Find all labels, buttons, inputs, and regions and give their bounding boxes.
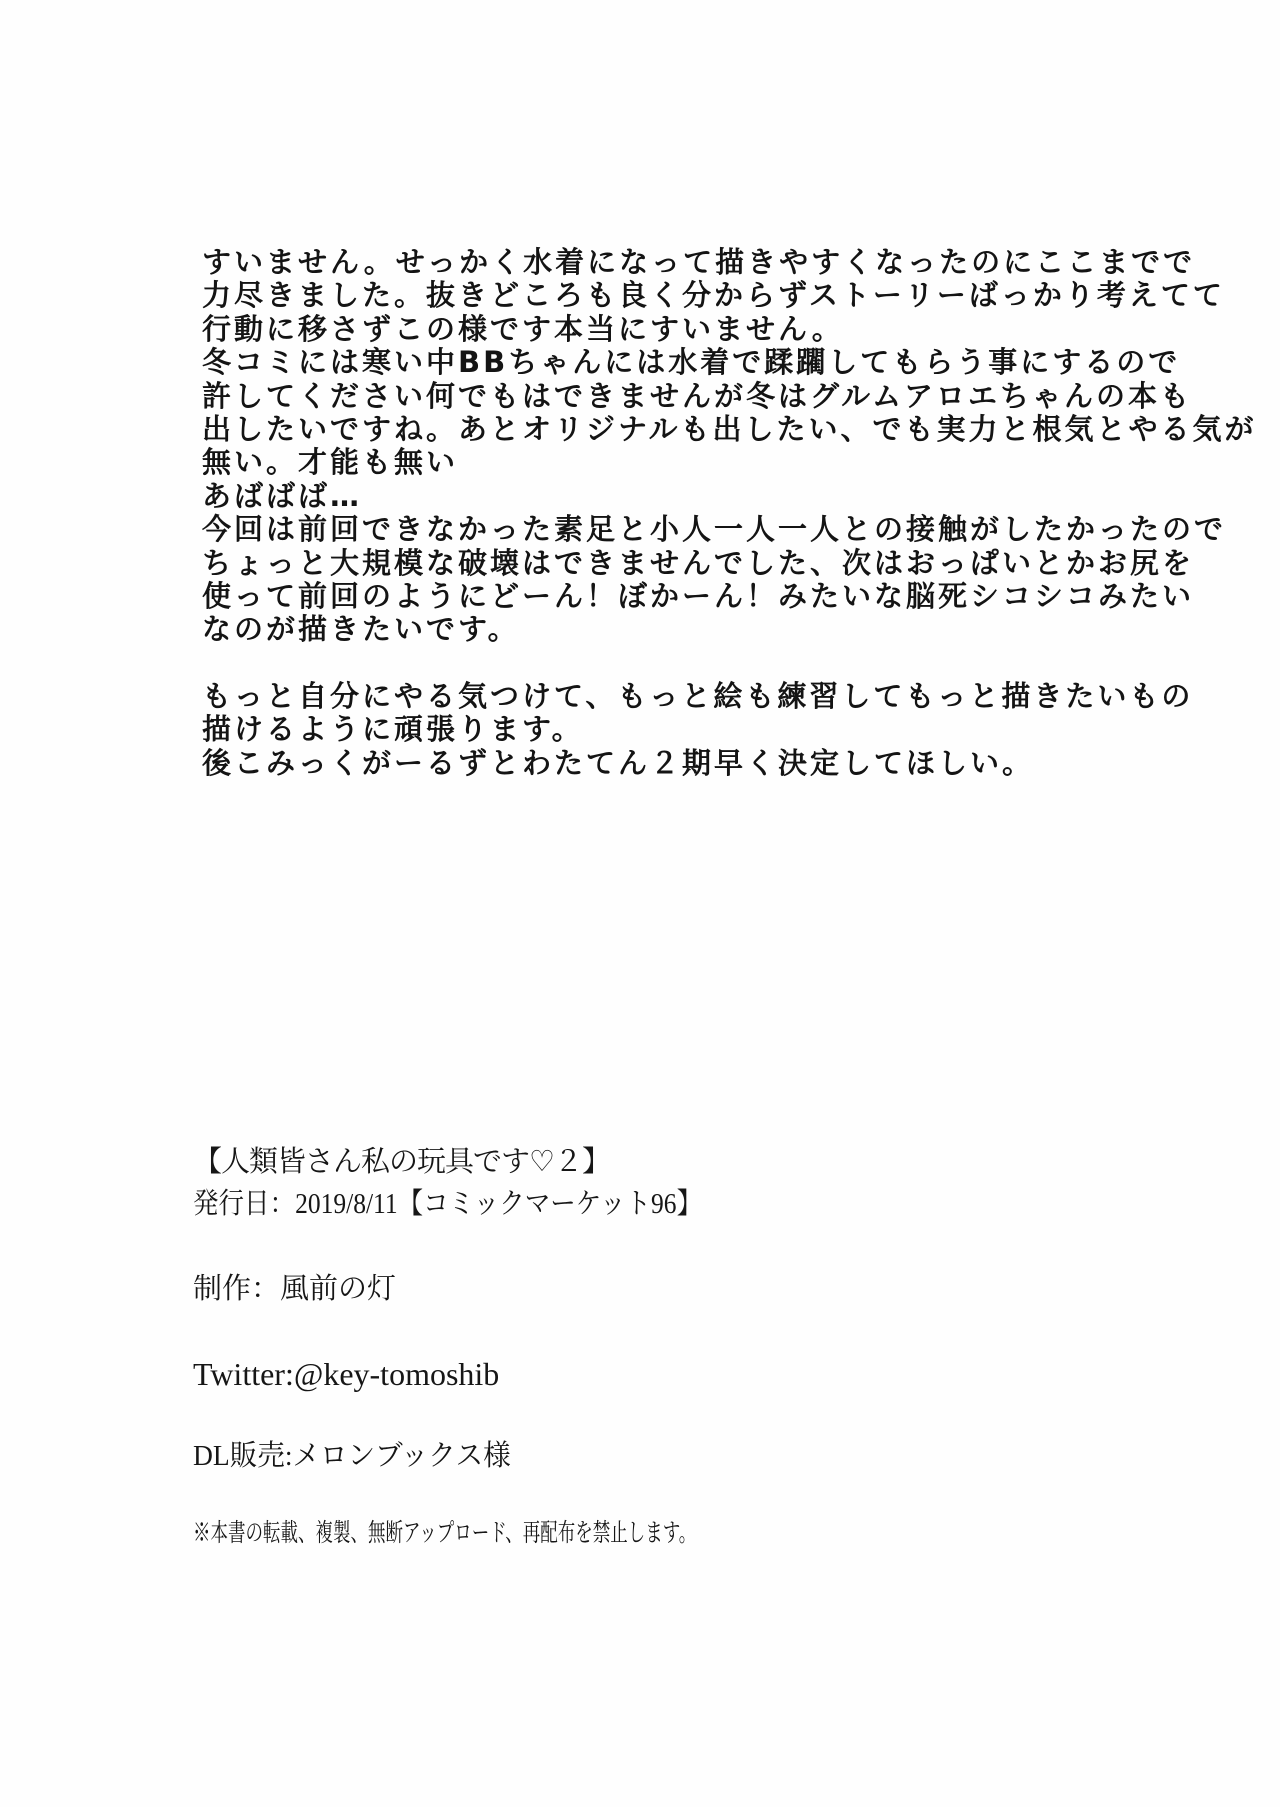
afterword-line: 行動に移さずこの様です本当にすいません。 (202, 311, 844, 346)
afterword-line: ちょっと大規模な破壊はできませんでした、次はおっぱいとかお尻を (202, 545, 1195, 580)
afterword-line: 無い。才能も無い (202, 445, 459, 480)
afterword-line: 今回は前回できなかった素足と小人一人一人との接触がしたかったので (202, 512, 1227, 547)
afterword-line: あばばば… (202, 478, 363, 513)
afterword-line: 力尽きました。抜きどころも良く分からずストーリーばっかり考えてて (202, 278, 1225, 313)
copyright-notice-line: ※本書の転載、複製、無断アップロード、再配布を禁止します。 (193, 1520, 697, 1547)
afterword-line: 後こみっくがーるずとわたてん２期早く決定してほしい。 (202, 745, 1035, 780)
paragraph-gap (202, 647, 1022, 680)
afterword-text-block (202, 245, 1257, 780)
afterword-line: 許してください何でもはできませんが冬はグルムアロエちゃんの本も (202, 378, 1192, 413)
book-title-line: 【人類皆さん私の玩具です♡２】 (193, 1146, 610, 1178)
dl-store-line: DL販売:メロンブックス様 (193, 1440, 511, 1472)
afterword-line: すいません。せっかく水着になって描きやすくなったのにここまでで (202, 245, 1196, 279)
afterword-line: 描けるように頑張ります。 (202, 712, 584, 747)
afterword-line: 使って前回のようにどーん！ぼかーん！みたいな脳死シコシコみたい (202, 578, 1195, 613)
afterword-line: なのが描きたいです。 (202, 612, 520, 647)
twitter-handle-line: Twitter:@key-tomoshib (193, 1356, 500, 1392)
colophon-block (193, 1142, 1093, 1554)
publish-date-line: 発行日：2019/8/11【コミックマーケット96】 (193, 1188, 703, 1220)
circle-name-line: 制作：風前の灯 (193, 1273, 397, 1305)
afterword-line: もっと自分にやる気つけて、もっと絵も練習してもっと描きたいもの (202, 679, 1194, 714)
afterword-line: 出したいですね。あとオリジナルも出したい、でも実力と根気とやる気が (202, 411, 1257, 446)
afterword-line: 冬コミには寒い中BBちゃんには水着で蹂躙してもらう事にするので (202, 345, 1181, 380)
